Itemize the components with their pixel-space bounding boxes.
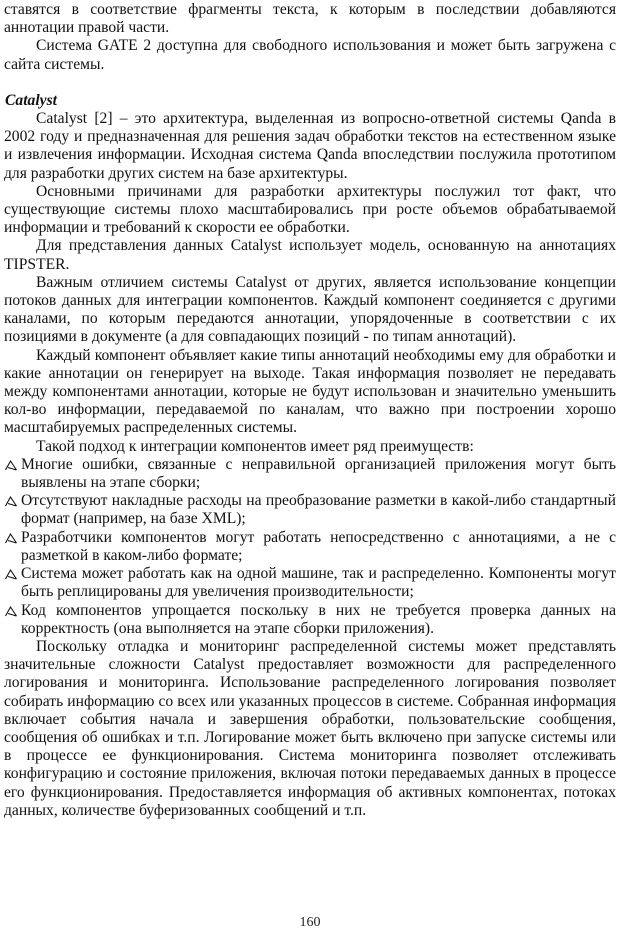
- list-item-text: Многие ошибки, связанные с неправильной организацией приложения могут быть выявлены на этапе сборки;: [21, 455, 616, 492]
- open-triangle-arrow-icon: [4, 456, 18, 474]
- advantages-list: [4, 456, 616, 638]
- list-item: [4, 456, 616, 492]
- paragraph-intro-2: Система GATE 2 доступна для свободного использования и может быть загружена с сайта системы.: [4, 37, 616, 73]
- list-item: [4, 529, 616, 565]
- paragraph-3: Для представления данных Catalyst использует модель, основанную на аннотациях TIPSTER.: [4, 237, 616, 273]
- list-item-text: Отсутствуют накладные расходы на преобразование разметки в какой-либо стандартный формат (например, на базе XML);: [21, 492, 616, 528]
- paragraph-closing: Поскольку отладка и мониторинг распределенной системы может представлять значительные сложности Catalyst предоставляет возможности для распределенного логирования и мониторинга. Использование распределенного логирования позволяет собирать информацию со всех или указанных процессов в системе. Собранная информация включает события начала и завершения обработки, пользовательские сообщения, сообщения об ошибках и т.п. Логирование может быть включено при запуске системы или в процессе ее функционирования. Система мониторинга позволяет отслеживать конфигурацию и состояние приложения, включая потоки передаваемых данных в процессе его функционирования. Предоставляется информация об активных компонентах, потоках данных, количестве буферизованных сообщений и т.п.: [4, 637, 616, 819]
- list-item: [4, 602, 616, 638]
- paragraph-2: Основными причинами для разработки архитектуры послужил тот факт, что существующие системы плохо масштабировались при росте объемов обрабатываемой информации и требований к скорости ее обработки.: [4, 182, 616, 237]
- paragraph-1: Catalyst [2] – это архитектура, выделенная из вопросно-ответной системы Qanda в 2002 году и предназначенная для решения задач обработки текстов на естественном языке и извлечения информации. Исходная система Qanda впоследствии послужила прототипом для разработки других систем на базе архитектуры.: [4, 110, 616, 182]
- paragraph-5: Каждый компонент объявляет какие типы аннотаций необходимы ему для обработки и какие аннотации он генерирует на выходе. Такая информация позволяет не передавать между компонентами аннотации, которые не будут использован и значительно уменьшить кол-во информации, передаваемой по каналам, что важно при построении хорошо масштабируемых распределенных системы.: [4, 346, 616, 437]
- open-triangle-arrow-icon: [4, 565, 18, 583]
- paragraph-4: Важным отличием системы Catalyst от других, является использование концепции потоков данных для интеграции компонентов. Каждый компонент соединяется с другими каналами, по которым передаются аннотации, упорядоченные в соответствии с их позициями в документе (а для совпадающих позиций - по типам аннотаций).: [4, 273, 616, 346]
- page-number: 160: [299, 915, 321, 930]
- list-item-text: Система может работать как на одной машине, так и распределенно. Компоненты могут быть реплицированы для увеличения производительности;: [21, 565, 616, 601]
- list-item: [4, 565, 616, 601]
- paragraph-6: Такой подход к интеграции компонентов имеет ряд преимуществ:: [36, 437, 474, 455]
- section-title: Catalyst: [5, 91, 57, 109]
- open-triangle-arrow-icon: [4, 492, 18, 510]
- open-triangle-arrow-icon: [4, 602, 18, 620]
- body-text: [4, 1, 616, 820]
- list-item: [4, 492, 616, 528]
- open-triangle-arrow-icon: [4, 529, 18, 547]
- list-item-text: Разработчики компонентов могут работать непосредственно с аннотациями, а не с разметкой в каком-либо формате;: [21, 528, 616, 564]
- paragraph-intro-1: ставятся в соответствие фрагменты текста, к которым в последствии добавляются аннотации правой части.: [4, 1, 616, 37]
- list-item-text: Код компонентов упрощается поскольку в них не требуется проверка данных на корректность (она выполняется на этапе сборки приложения).: [21, 601, 616, 637]
